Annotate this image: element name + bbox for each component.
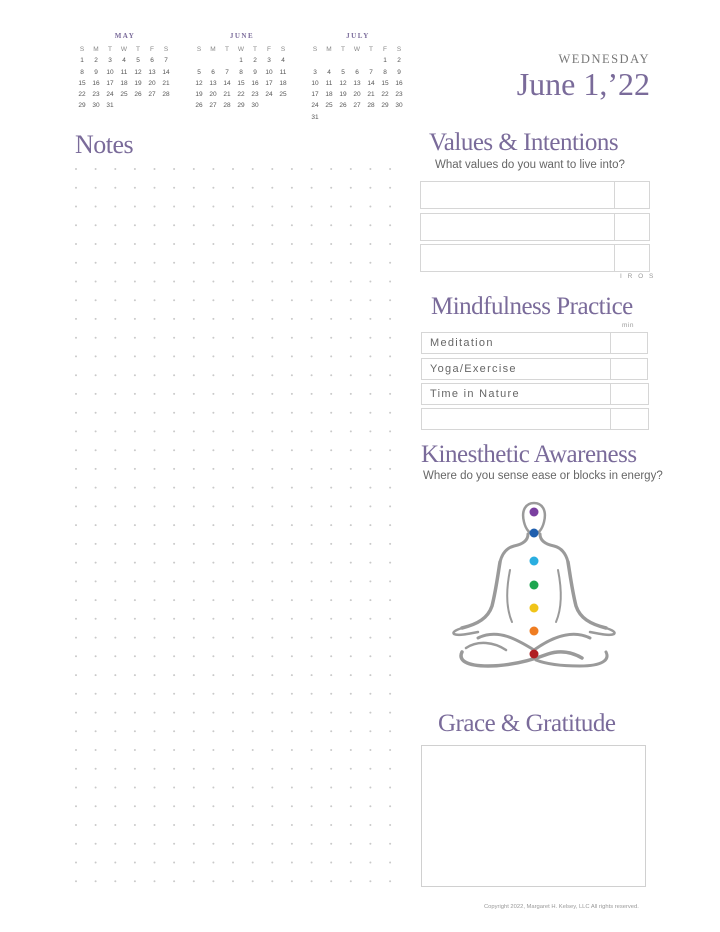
- calendar-day: 14: [367, 79, 375, 87]
- calendar-day: 28: [223, 102, 231, 110]
- calendar-day: 29: [237, 102, 245, 110]
- calendar-day: 17: [106, 79, 114, 87]
- mindfulness-row-yoga[interactable]: [421, 358, 648, 380]
- calendar-day: 28: [162, 91, 170, 99]
- mindfulness-item-label: Yoga/Exercise: [430, 363, 517, 375]
- calendar-weekday: T: [253, 46, 257, 53]
- calendar-weekday: T: [225, 46, 229, 53]
- calendar-day: 3: [313, 68, 317, 76]
- calendar-blank: [364, 55, 378, 66]
- calendar-day: 26: [195, 102, 203, 110]
- values-subtitle: What values do you want to live into?: [435, 159, 625, 171]
- calendar-day: 25: [120, 91, 128, 99]
- calendar-day: 30: [92, 102, 100, 110]
- calendar-day: 2: [253, 57, 257, 65]
- calendar-day: 6: [211, 68, 215, 76]
- kinesthetic-subtitle: Where do you sense ease or blocks in energy?: [423, 470, 663, 482]
- values-row[interactable]: [420, 244, 650, 272]
- calendar-weekday: T: [369, 46, 373, 53]
- calendar-day: 4: [327, 68, 331, 76]
- calendar-day: 16: [395, 79, 403, 87]
- calendar-day: 22: [381, 91, 389, 99]
- calendar-day: 26: [134, 91, 142, 99]
- calendar-day: 29: [78, 102, 86, 110]
- calendar-blank: [220, 55, 234, 66]
- calendar-day: 25: [325, 102, 333, 110]
- values-row[interactable]: [420, 181, 650, 209]
- calendar-day: 23: [395, 91, 403, 99]
- calendar-month-label: MAY: [114, 32, 136, 40]
- calendar-day: 8: [239, 68, 243, 76]
- mindfulness-row-meditation[interactable]: [421, 332, 648, 354]
- calendar-weekday: M: [93, 46, 99, 53]
- calendar-day: 9: [397, 68, 401, 76]
- calendar-day: 3: [267, 57, 271, 65]
- calendar-weekday: W: [353, 46, 361, 53]
- calendar-day: 24: [311, 102, 319, 110]
- calendar-weekday: F: [267, 46, 271, 53]
- calendar-day: 14: [162, 68, 170, 76]
- calendar-day: 20: [209, 91, 217, 99]
- calendar-day: 24: [265, 91, 273, 99]
- calendar-day: 16: [251, 79, 259, 87]
- weekday-label: WEDNESDAY: [558, 52, 650, 66]
- calendar-blank: [350, 55, 364, 66]
- calendar-grid: [308, 44, 408, 123]
- chakra-dot: [530, 604, 539, 613]
- calendar-day: 25: [279, 91, 287, 99]
- calendar-day: 15: [78, 79, 86, 87]
- calendar-day: 3: [108, 57, 112, 65]
- mindfulness-row-nature[interactable]: [421, 383, 649, 405]
- mindfulness-item-label: Time in Nature: [430, 388, 520, 400]
- chakra-dot: [530, 557, 539, 566]
- calendar-day: 28: [367, 102, 375, 110]
- calendar-day: 7: [225, 68, 229, 76]
- calendar-day: 13: [148, 68, 156, 76]
- calendar-day: 17: [265, 79, 273, 87]
- calendar-day: 16: [92, 79, 100, 87]
- calendar-day: 15: [381, 79, 389, 87]
- values-score-label: I R O S: [620, 273, 656, 280]
- calendar-day: 10: [265, 68, 273, 76]
- calendar-day: 1: [80, 57, 84, 65]
- calendar-day: 1: [239, 57, 243, 65]
- calendar-day: 23: [92, 91, 100, 99]
- copyright-text: Copyright 2022, Margaret H. Kelsey, LLC All rights reserved.: [484, 904, 639, 910]
- calendar-month-label: JULY: [346, 32, 370, 40]
- calendar-weekday: T: [108, 46, 112, 53]
- calendar-day: 27: [353, 102, 361, 110]
- values-title: Values & Intentions: [429, 129, 619, 156]
- calendar-day: 17: [311, 91, 319, 99]
- calendar-day: 5: [136, 57, 140, 65]
- calendar-may: [75, 32, 175, 112]
- calendar-day: 4: [281, 57, 285, 65]
- calendar-day: 23: [251, 91, 259, 99]
- calendar-day: 19: [195, 91, 203, 99]
- kinesthetic-title: Kinesthetic Awareness: [421, 441, 637, 468]
- calendar-july: [308, 32, 408, 123]
- chakra-dot: [530, 650, 539, 659]
- calendar-day: 7: [369, 68, 373, 76]
- calendar-day: 31: [106, 102, 114, 110]
- calendar-weekday: S: [163, 46, 169, 53]
- calendar-day: 13: [353, 79, 361, 87]
- chakra-dot: [530, 581, 539, 590]
- calendar-day: 22: [237, 91, 245, 99]
- calendar-weekday: W: [237, 46, 245, 53]
- calendar-day: 30: [395, 102, 403, 110]
- calendar-weekday: S: [396, 46, 402, 53]
- mindfulness-item-label: Meditation: [430, 337, 494, 349]
- calendar-day: 20: [353, 91, 361, 99]
- calendar-grid: [75, 44, 175, 112]
- calendar-day: 18: [279, 79, 287, 87]
- calendar-day: 2: [94, 57, 98, 65]
- calendar-weekday: W: [120, 46, 128, 53]
- calendar-day: 8: [80, 68, 84, 76]
- calendar-day: 6: [150, 57, 154, 65]
- mindfulness-unit-label: min: [622, 322, 634, 329]
- calendar-weekday: F: [383, 46, 387, 53]
- calendar-day: 5: [197, 68, 201, 76]
- calendar-weekday: S: [196, 46, 202, 53]
- chakra-dot: [530, 508, 539, 517]
- values-row[interactable]: [420, 213, 650, 241]
- calendar-day: 22: [78, 91, 86, 99]
- chakra-dot: [530, 529, 539, 538]
- calendar-day: 12: [195, 79, 203, 87]
- calendar-day: 9: [253, 68, 257, 76]
- calendar-day: 4: [122, 57, 126, 65]
- calendar-day: 15: [237, 79, 245, 87]
- calendar-day: 18: [120, 79, 128, 87]
- calendar-day: 6: [355, 68, 359, 76]
- calendar-day: 27: [148, 91, 156, 99]
- calendar-day: 7: [164, 57, 168, 65]
- calendar-weekday: S: [312, 46, 318, 53]
- meditation-figure-icon: [448, 500, 620, 678]
- calendar-day: 21: [162, 79, 170, 87]
- calendar-day: 1: [383, 57, 387, 65]
- calendar-june: [192, 32, 292, 112]
- calendar-day: 30: [251, 102, 259, 110]
- calendar-blank: [322, 55, 336, 66]
- grace-title: Grace & Gratitude: [438, 710, 616, 737]
- calendar-day: 12: [134, 68, 142, 76]
- notes-dot-grid[interactable]: [74, 167, 392, 883]
- mindfulness-title: Mindfulness Practice: [431, 293, 633, 320]
- calendar-day: 31: [311, 113, 319, 121]
- calendar-day: 12: [339, 79, 347, 87]
- calendar-weekday: S: [79, 46, 85, 53]
- calendar-month-label: JUNE: [229, 32, 255, 40]
- calendar-day: 11: [325, 79, 333, 87]
- calendar-day: 20: [148, 79, 156, 87]
- calendar-weekday: S: [280, 46, 286, 53]
- calendar-day: 18: [325, 91, 333, 99]
- calendar-blank: [308, 55, 322, 66]
- calendar-day: 14: [223, 79, 231, 87]
- calendar-day: 21: [223, 91, 231, 99]
- notes-title: Notes: [75, 130, 134, 159]
- calendar-blank: [206, 55, 220, 66]
- calendar-day: 13: [209, 79, 217, 87]
- calendar-weekday: M: [326, 46, 332, 53]
- calendar-day: 24: [106, 91, 114, 99]
- calendar-weekday: T: [136, 46, 140, 53]
- calendar-day: 21: [367, 91, 375, 99]
- calendar-day: 8: [383, 68, 387, 76]
- calendar-day: 19: [134, 79, 142, 87]
- calendar-day: 11: [279, 68, 287, 76]
- page-date: June 1,’22: [516, 66, 650, 102]
- calendar-day: 29: [381, 102, 389, 110]
- calendar-day: 26: [339, 102, 347, 110]
- calendar-day: 2: [397, 57, 401, 65]
- calendar-blank: [192, 55, 206, 66]
- calendar-grid: [192, 44, 292, 112]
- calendar-day: 10: [311, 79, 319, 87]
- calendar-day: 5: [341, 68, 345, 76]
- calendar-day: 10: [106, 68, 114, 76]
- mindfulness-row-blank[interactable]: [421, 408, 649, 430]
- calendar-day: 27: [209, 102, 217, 110]
- calendar-weekday: M: [210, 46, 216, 53]
- calendar-day: 19: [339, 91, 347, 99]
- calendar-weekday: F: [150, 46, 154, 53]
- calendar-weekday: T: [341, 46, 345, 53]
- calendar-blank: [336, 55, 350, 66]
- calendar-day: 9: [94, 68, 98, 76]
- calendar-day: 11: [120, 68, 128, 76]
- chakra-dot: [530, 627, 539, 636]
- gratitude-box[interactable]: [421, 745, 646, 887]
